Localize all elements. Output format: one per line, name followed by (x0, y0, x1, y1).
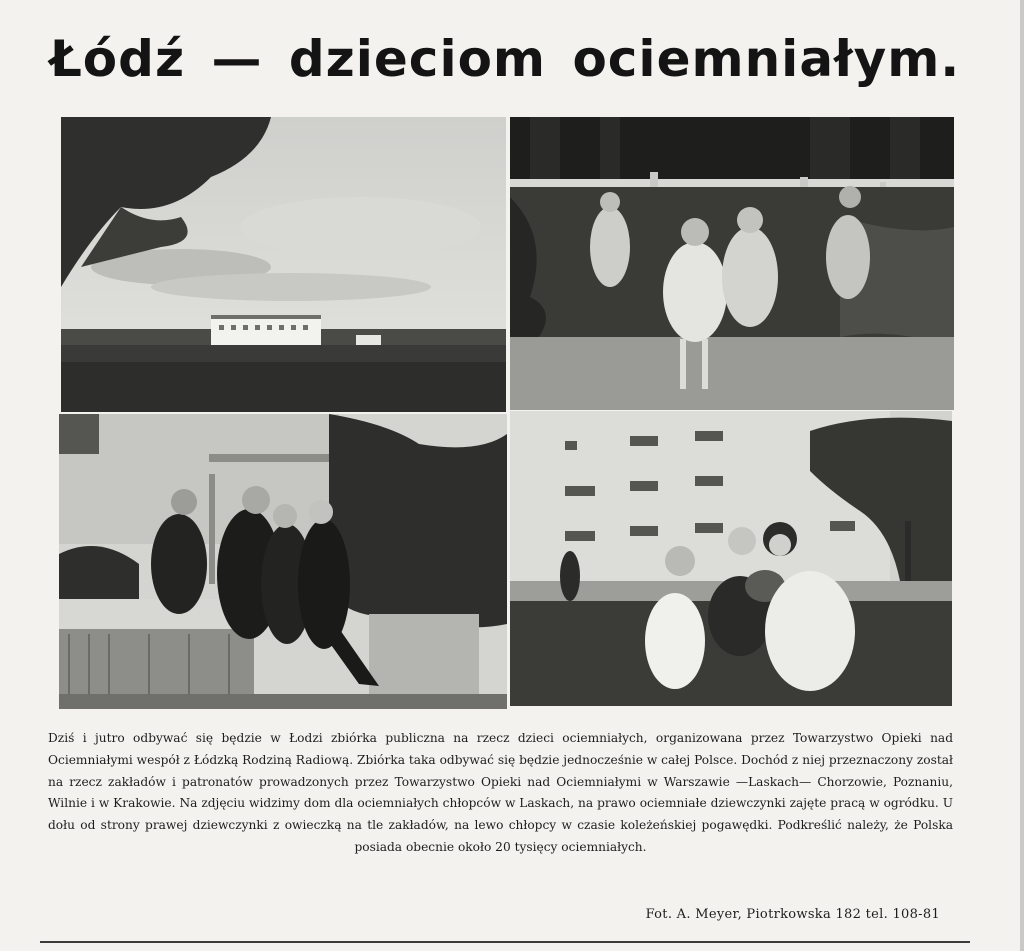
house-landscape-photo (61, 117, 506, 412)
headline: Łódź — dzieciom ociemniałym. (49, 30, 961, 88)
page-edge (1020, 0, 1024, 951)
girls-lamb-photo (510, 411, 952, 706)
girls-garden-photo (510, 117, 954, 410)
article-caption: Dziś i jutro odbywać się będzie w Łodzi zbiórka publiczna na rzecz dzieci ociemniałych, organizowana przez Towarzystwo Opieki nad Ociemniałymi wespół z Łódzką Rodziną Radiową. Zbiórka taka odbywać się będzie jednocześnie w całej Polsce. Dochód z niej przeznaczony został na rzecz zakładów i patronatów prowadzonych przez Towarzystwo Opieki nad Ociemniałymi w Warszawie —Laskach— Chorzowie, Poznaniu, Wilnie i w Krakowie. Na zdjęciu widzimy dom dla ociemniałych chłopców w Laskach, na prawo ociemniałe dziewczynki zajęte pracą w ogródku. U dołu od strony prawej dziewczynki z owieczką na tle zakładów, na lewo chłopcy w czasie koleżeńskiej pogawędki. Podkreślić należy, że Polska posiada obecnie około 20 tysięcy ociemniałych. (48, 731, 953, 854)
boys-conversation-photo (59, 414, 507, 709)
bottom-rule (40, 941, 970, 943)
photo-credit: Fot. A. Meyer, Piotrkowska 182 tel. 108-81 (645, 907, 940, 922)
